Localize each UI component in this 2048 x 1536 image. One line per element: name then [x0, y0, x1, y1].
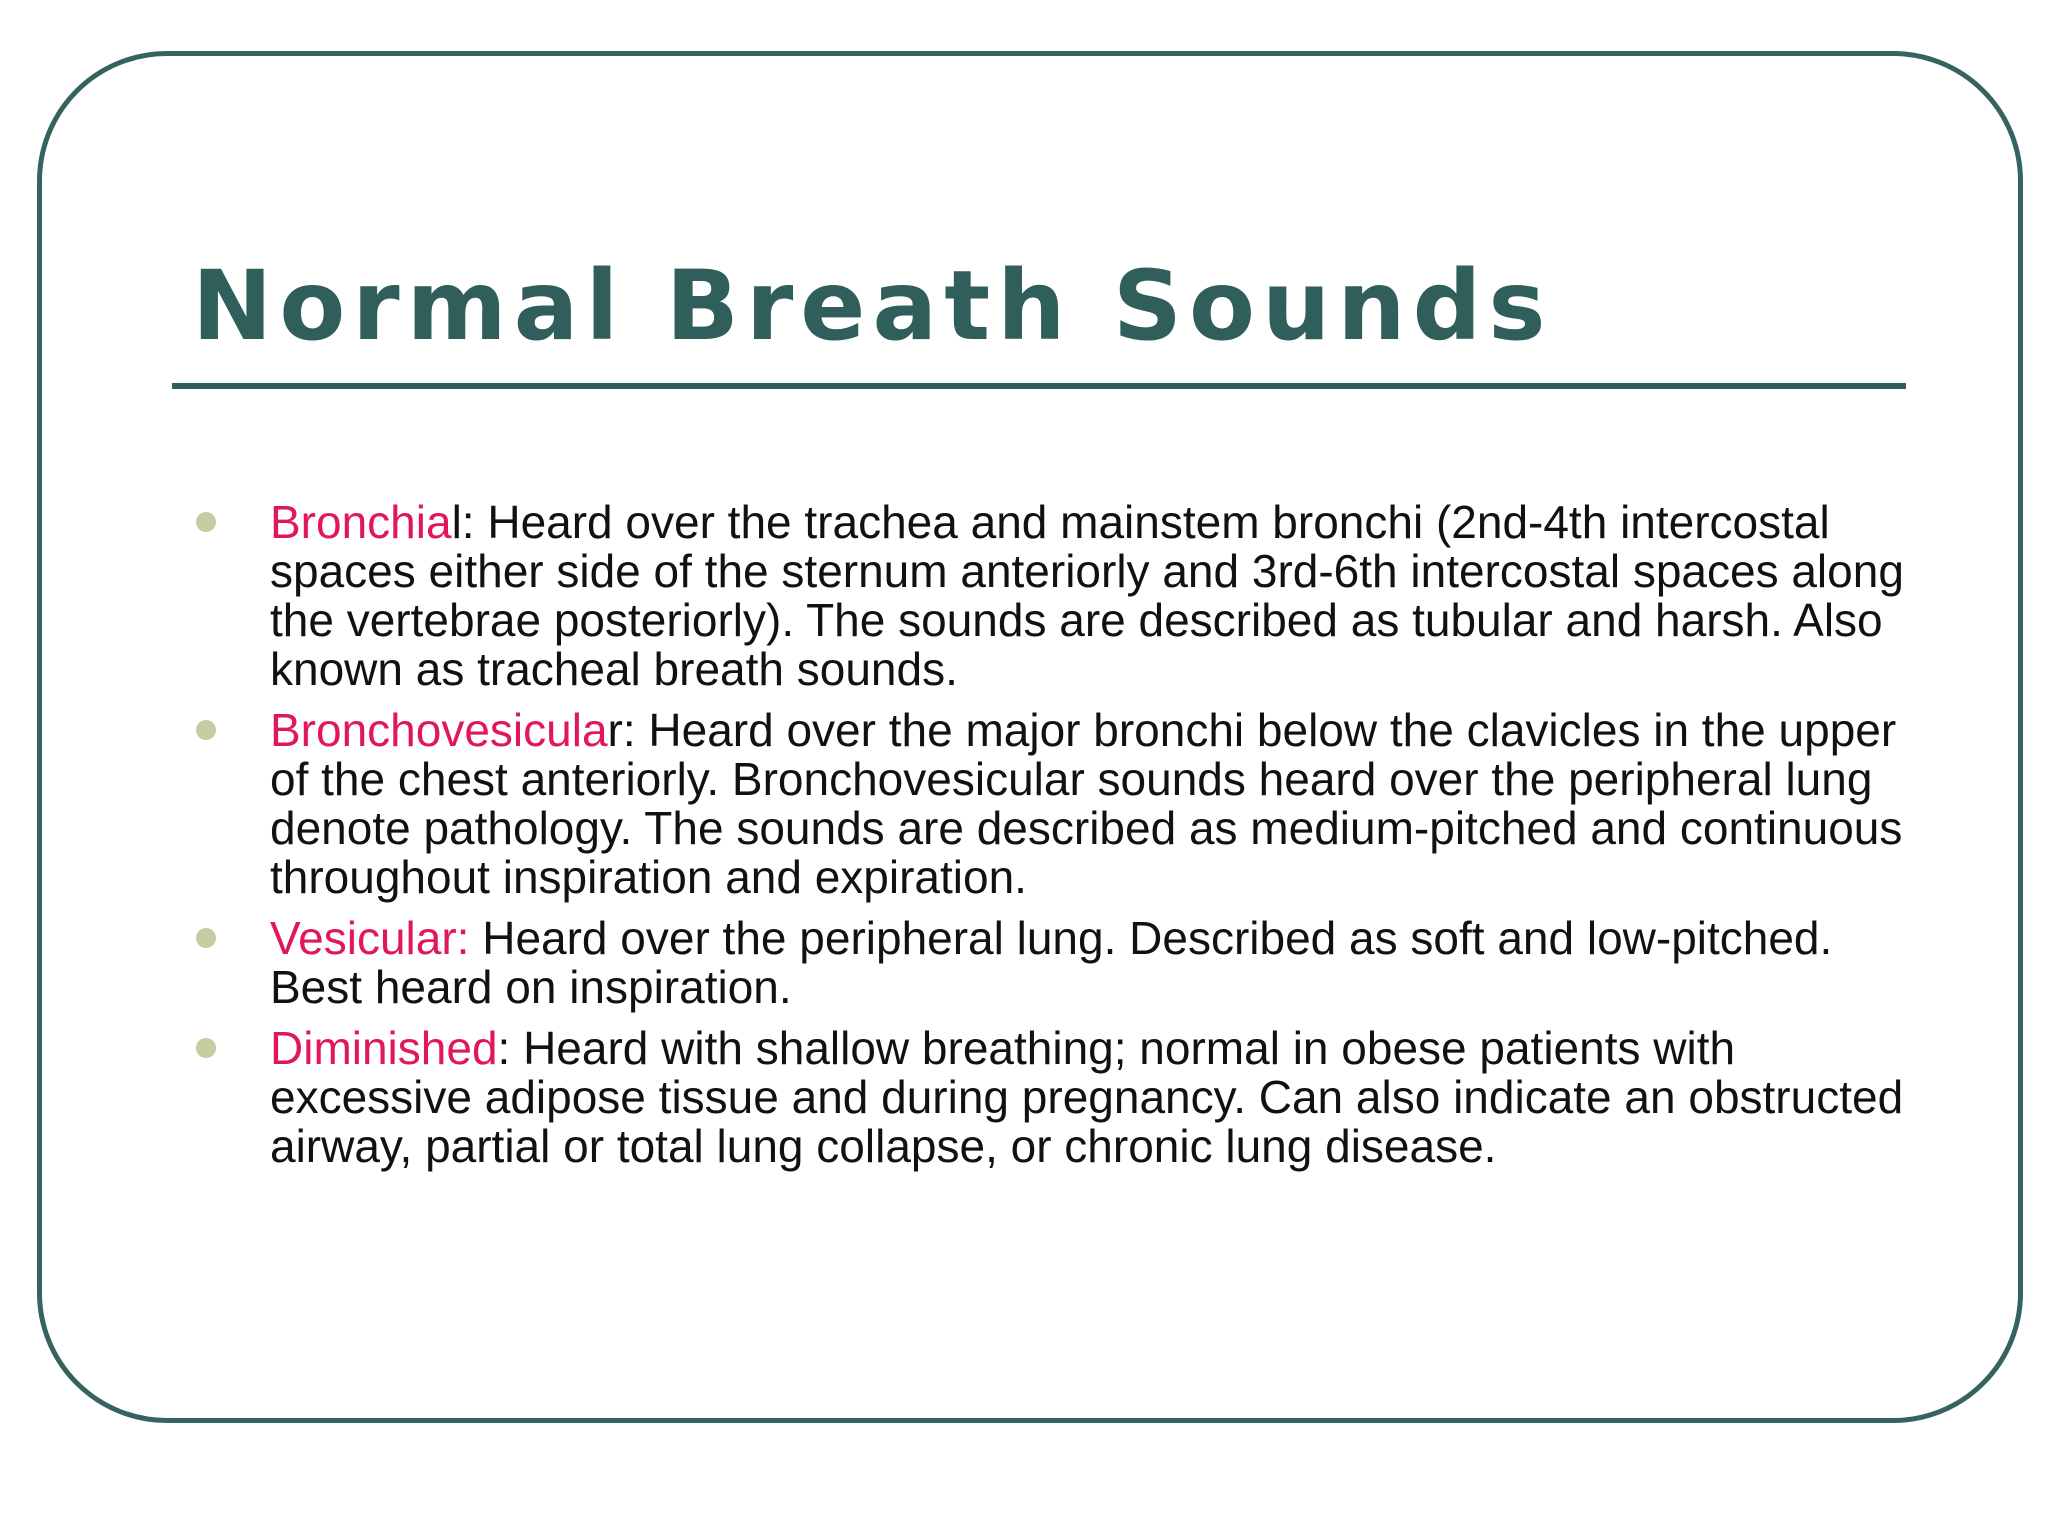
bullet-item-bronchial: [190, 498, 1910, 694]
bullet-term: Diminished: [270, 1022, 498, 1074]
bullet-text: l: Heard over the trachea and mainstem bronchi (2nd-4th intercostal spaces either side of the sternum anteriorly and 3rd-6th intercostal spaces along the vertebrae posteriorly). The sounds are described as tubular and harsh. Also known as tracheal breath sounds.: [270, 496, 1904, 695]
title-underline: [172, 383, 1906, 389]
bullet-item-vesicular: [190, 914, 1910, 1012]
slide-title: Normal Breath Sounds: [192, 250, 1553, 362]
bullet-term: Bronchia: [270, 496, 452, 548]
bullet-text: : Heard with shallow breathing; normal in obese patients with excessive adipose tissue and during pregnancy. Can also indicate an obstructed airway, partial or total lung collapse, or chronic lung disease.: [270, 1022, 1904, 1172]
bullet-list: [190, 498, 1910, 1183]
bullet-dot-icon: [196, 512, 216, 532]
bullet-text: r: Heard over the major bronchi below the clavicles in the upper of the chest anteriorly. Bronchovesicular sounds heard over the peripheral lung denote pathology. The sounds are described as medium-pitched and continuous throughout inspiration and expiration.: [270, 704, 1903, 903]
bullet-term: Vesicular:: [270, 912, 470, 964]
bullet-term: Bronchovesicula: [270, 704, 608, 756]
bullet-item-diminished: [190, 1024, 1910, 1171]
bullet-dot-icon: [196, 1038, 216, 1058]
bullet-dot-icon: [196, 928, 216, 948]
bullet-item-bronchovesicular: [190, 706, 1910, 902]
bullet-dot-icon: [196, 720, 216, 740]
bullet-text: Heard over the peripheral lung. Described as soft and low-pitched. Best heard on inspiration.: [270, 912, 1833, 1013]
